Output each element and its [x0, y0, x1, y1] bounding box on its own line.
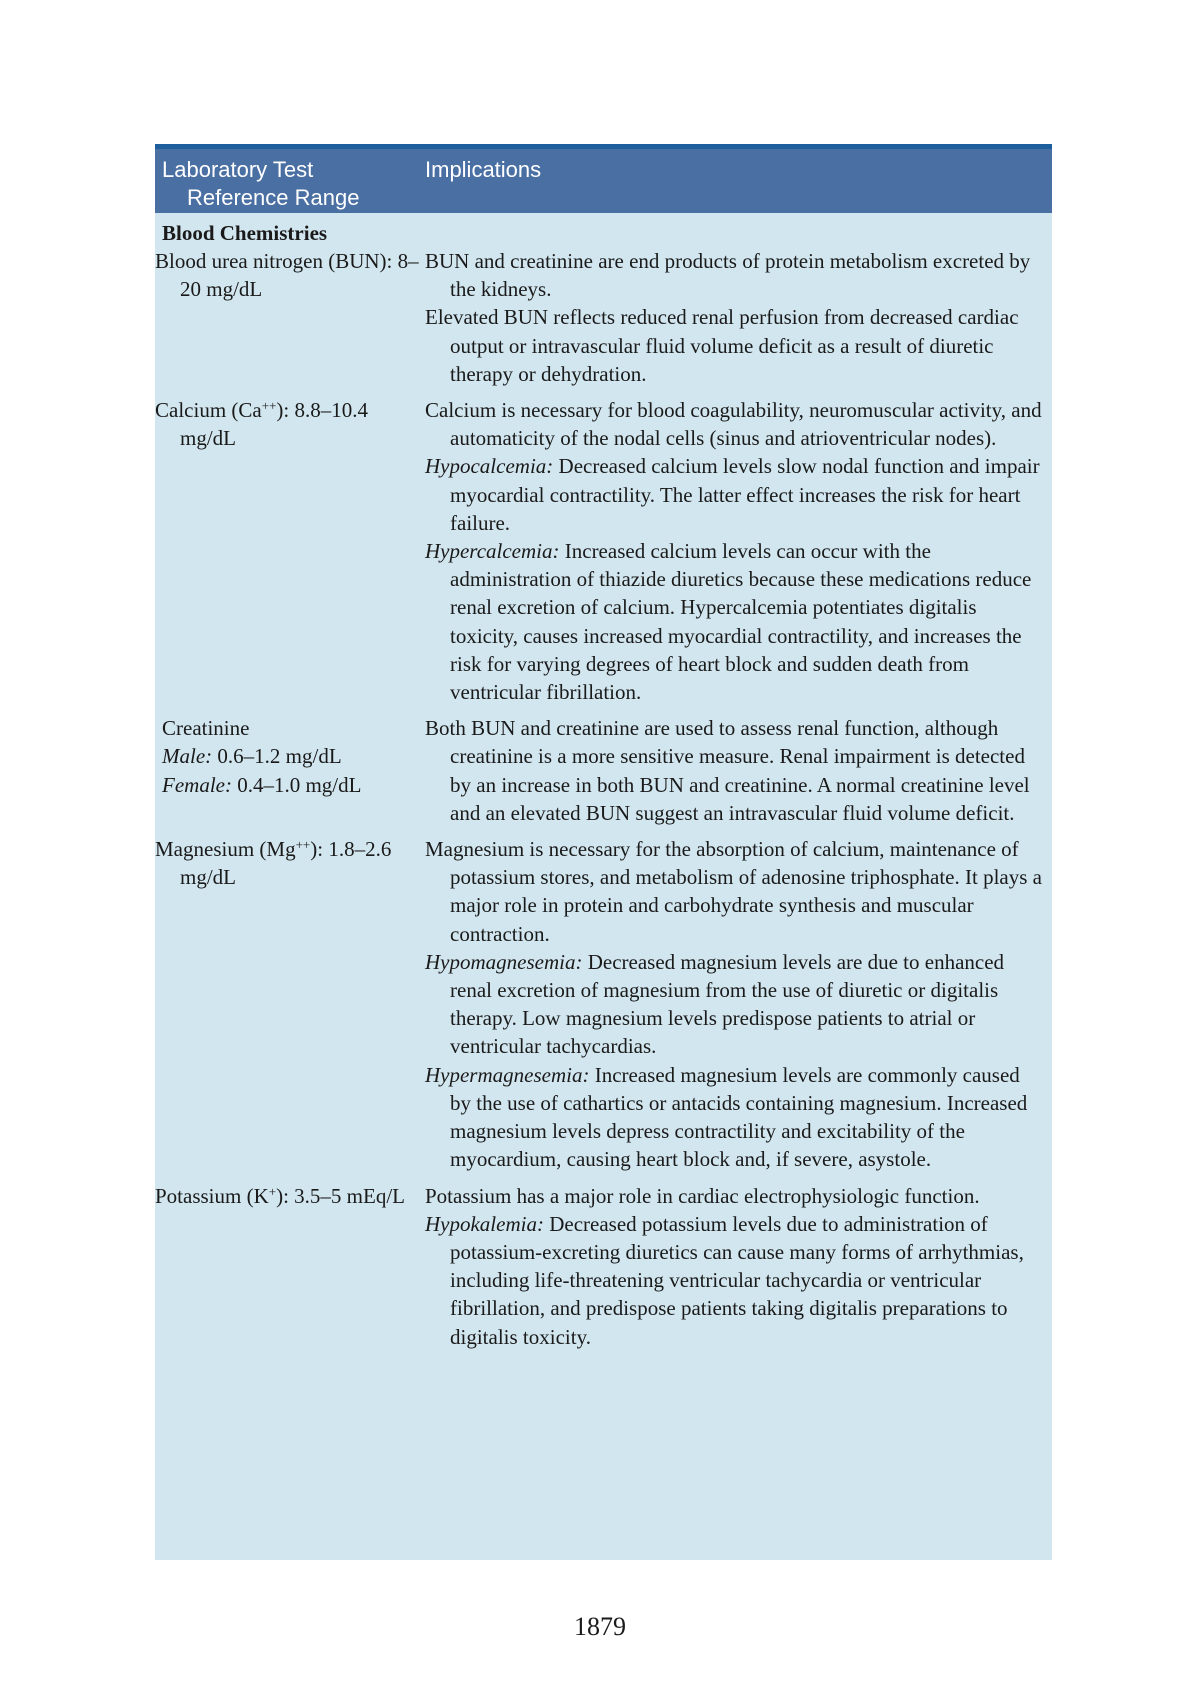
test-cell: Blood urea nitrogen (BUN): 8–20 mg/dL — [155, 249, 419, 302]
implications-cell — [425, 1182, 1045, 1351]
male-value: 0.6–1.2 mg/dL — [212, 744, 342, 769]
test-name: Creatinine — [162, 716, 250, 741]
implications-cell — [425, 835, 1045, 1173]
implications-cell — [425, 396, 1045, 706]
ion-charge: ++ — [295, 837, 311, 853]
implication-lead: Hypokalemia: — [425, 1211, 544, 1236]
table-row-bun — [155, 247, 1052, 388]
implication-text: Decreased calcium levels slow nodal function and impair myocardial contractility. The latter effect increases the risk for heart failure. — [450, 454, 1040, 535]
implication-paragraph: Both BUN and creatinine are used to assess renal function, although creatinine is a more sensitive measure. Renal impairment is detected by an increase in both BUN and creatinine. A normal creatinine level and an elevated BUN suggest an intravascular fluid volume deficit. — [425, 716, 1030, 825]
implication-lead: Hypocalcemia: — [425, 454, 554, 479]
implication-paragraph — [425, 452, 1045, 537]
implication-text: Increased magnesium levels are commonly caused by the use of cathartics or antacids containing magnesium. Increased magnesium levels depress contractility and excitability of the myocardium, causing heart block and, if severe, asystole. — [450, 1062, 1028, 1172]
page-number: 1879 — [574, 1612, 626, 1641]
section-title: Blood Chemistries — [162, 221, 328, 245]
male-label: Male: — [162, 744, 213, 769]
test-name: Magnesium (Mg — [155, 837, 296, 862]
test-cell — [155, 396, 425, 706]
implication-paragraph: Magnesium is necessary for the absorption of calcium, maintenance of potassium stores, and metabolism of adenosine triphosphate. It plays a major role in protein and carbohydrate synthesis and muscular contraction. — [425, 837, 1042, 946]
test-range: ): 8.8–10.4 mg/dL — [180, 398, 368, 451]
test-name: Calcium (Ca — [155, 398, 262, 423]
male-range — [162, 742, 425, 770]
implication-lead: Hypermagnesemia: — [425, 1062, 590, 1087]
table-header-row — [155, 149, 1052, 213]
table-row-potassium — [155, 1182, 1052, 1351]
test-range: ): 3.5–5 mEq/L — [276, 1183, 406, 1208]
lab-values-table — [155, 144, 1052, 1560]
implication-paragraph — [425, 1210, 1045, 1351]
female-range — [162, 771, 425, 799]
header-implications: Implications — [425, 157, 542, 182]
implication-text: Increased calcium levels can occur with the administration of thiazide diuretics because these medications reduce renal excretion of calcium. Hypercalcemia potentiates digitalis toxicity, causes increased myocardial contractility, and increases the risk for varying degrees of heart block and sudden death from ventricular fibrillation. — [450, 539, 1032, 705]
implications-cell — [425, 714, 1045, 827]
female-label: Female: — [162, 772, 232, 797]
test-cell — [155, 1182, 425, 1351]
test-cell — [155, 835, 425, 1173]
table-row-calcium — [155, 396, 1052, 706]
implication-paragraph: Elevated BUN reflects reduced renal perfusion from decreased cardiac output or intravascular fluid volume deficit as a result of diuretic therapy or dehydration. — [425, 305, 1019, 386]
test-range: ): 1.8–2.6 mg/dL — [180, 837, 392, 890]
test-name: Potassium (K — [155, 1183, 269, 1208]
test-cell — [155, 714, 425, 827]
implication-paragraph — [425, 1061, 1045, 1174]
implication-lead: Hypercalcemia: — [425, 539, 560, 564]
header-lab-test — [155, 149, 425, 213]
female-value: 0.4–1.0 mg/dL — [231, 772, 362, 797]
implication-paragraph: Potassium has a major role in cardiac electrophysiologic function. — [425, 1183, 980, 1208]
header-lab-test-label: Laboratory Test — [162, 157, 314, 182]
implications-cell — [425, 247, 1045, 388]
implication-paragraph: BUN and creatinine are end products of protein metabolism excreted by the kidneys. — [425, 249, 1031, 302]
implication-paragraph: Calcium is necessary for blood coagulability, neuromuscular activity, and automaticity of the nodal cells (sinus and atrioventricular nodes). — [425, 398, 1042, 451]
table-row-magnesium — [155, 835, 1052, 1173]
implication-text: Decreased magnesium levels are due to enhanced renal excretion of magnesium from the use of diuretic or digitalis therapy. Low magnesium levels predispose patients to atrial or ventricular tachycardias. — [450, 949, 1005, 1059]
implication-paragraph — [425, 948, 1045, 1061]
implication-text: Decreased potassium levels due to administration of potassium-excreting diuretics can cause many forms of arrhythmias, including life-threatening ventricular tachycardia or ventricular fibrillation, and predispose patients taking digitalis preparations to digitalis toxicity. — [450, 1211, 1024, 1349]
ion-charge: ++ — [261, 398, 277, 414]
header-reference-range-label: Reference Range — [187, 185, 360, 210]
implication-lead: Hypomagnesemia: — [425, 949, 583, 974]
ion-charge: + — [268, 1183, 277, 1199]
table-row-creatinine — [155, 714, 1052, 827]
implication-paragraph — [425, 537, 1045, 706]
